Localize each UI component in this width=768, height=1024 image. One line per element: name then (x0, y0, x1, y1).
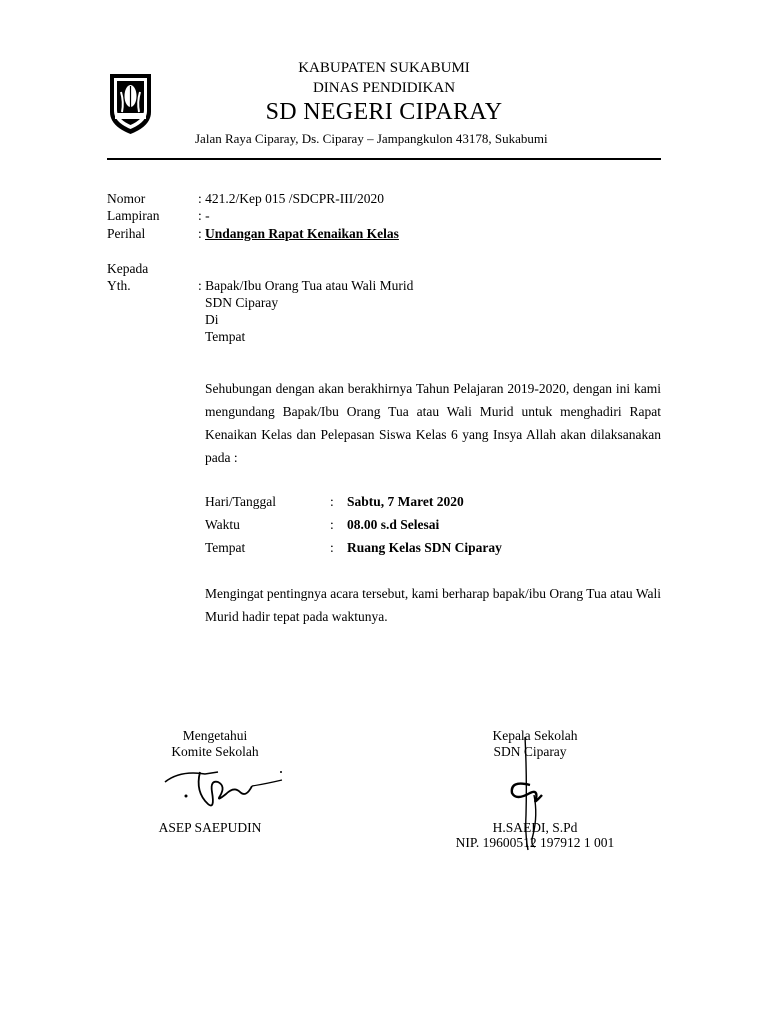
body-paragraph-1: Sehubungan dengan akan berakhirnya Tahun Pelajaran 2019-2020, dengan ini kami mengundang Bapak/Ibu Orang Tua atau Wali Murid untuk menghadiri Rapat Kenaikan Kelas dan Pelepasan Siswa Kelas 6 yang Insya Allah akan dilaksanakan pada : (205, 381, 661, 465)
detail-value-time: 08.00 s.d Selesai (347, 517, 440, 532)
right-signatory-title2: SDN Ciparay (493, 744, 567, 759)
perihal-label: Perihal (107, 226, 146, 241)
detail-label-date: Hari/Tanggal (205, 494, 277, 509)
header-regency: KABUPATEN SUKABUMI (298, 60, 470, 76)
detail-label-time: Waktu (205, 517, 240, 532)
body-paragraph-2: Mengingat pentingnya acara tersebut, kami berharap bapak/ibu Orang Tua atau Wali Murid hadir tepat pada waktunya. (205, 586, 661, 624)
recipient-line3: Di (205, 312, 219, 327)
lampiran-value: : - (198, 208, 210, 223)
left-signatory-title1: Mengetahui (182, 728, 248, 743)
perihal-colon: : (198, 226, 202, 241)
recipient-line4: Tempat (205, 329, 246, 344)
header-divider (107, 158, 661, 160)
detail-value-date: Sabtu, 7 Maret 2020 (347, 494, 464, 509)
lampiran-label: Lampiran (107, 208, 160, 223)
recipient-line2: SDN Ciparay (205, 295, 279, 310)
detail-colon-place: : (330, 540, 334, 555)
detail-value-place: Ruang Kelas SDN Ciparay (347, 540, 502, 555)
nomor-value: : 421.2/Kep 015 /SDCPR-III/2020 (198, 191, 385, 206)
detail-colon-date: : (330, 494, 334, 509)
perihal-value: Undangan Rapat Kenaikan Kelas (205, 226, 399, 241)
header-department: DINAS PENDIDIKAN (312, 80, 456, 96)
detail-colon-time: : (330, 517, 334, 532)
header-school-name: SD NEGERI CIPARAY (265, 99, 503, 125)
left-signature-image (160, 762, 290, 817)
left-signatory-name: ASEP SAEPUDIN (158, 820, 262, 835)
recipient-line1: : Bapak/Ibu Orang Tua atau Wali Murid (198, 278, 414, 293)
right-signatory-nip: NIP. 19600512 197912 1 001 (455, 835, 615, 850)
detail-label-place: Tempat (205, 540, 246, 555)
right-signatory-name: H.SAEDI, S.Pd (492, 820, 578, 835)
kepada-label: Kepada (107, 261, 149, 276)
header-address: Jalan Raya Ciparay, Ds. Ciparay – Jampangkulon 43178, Sukabumi (195, 131, 548, 146)
yth-label: Yth. (107, 278, 131, 293)
left-signatory-title2: Komite Sekolah (171, 744, 259, 759)
right-signatory-title1: Kepala Sekolah (492, 728, 578, 743)
nomor-label: Nomor (107, 191, 146, 206)
